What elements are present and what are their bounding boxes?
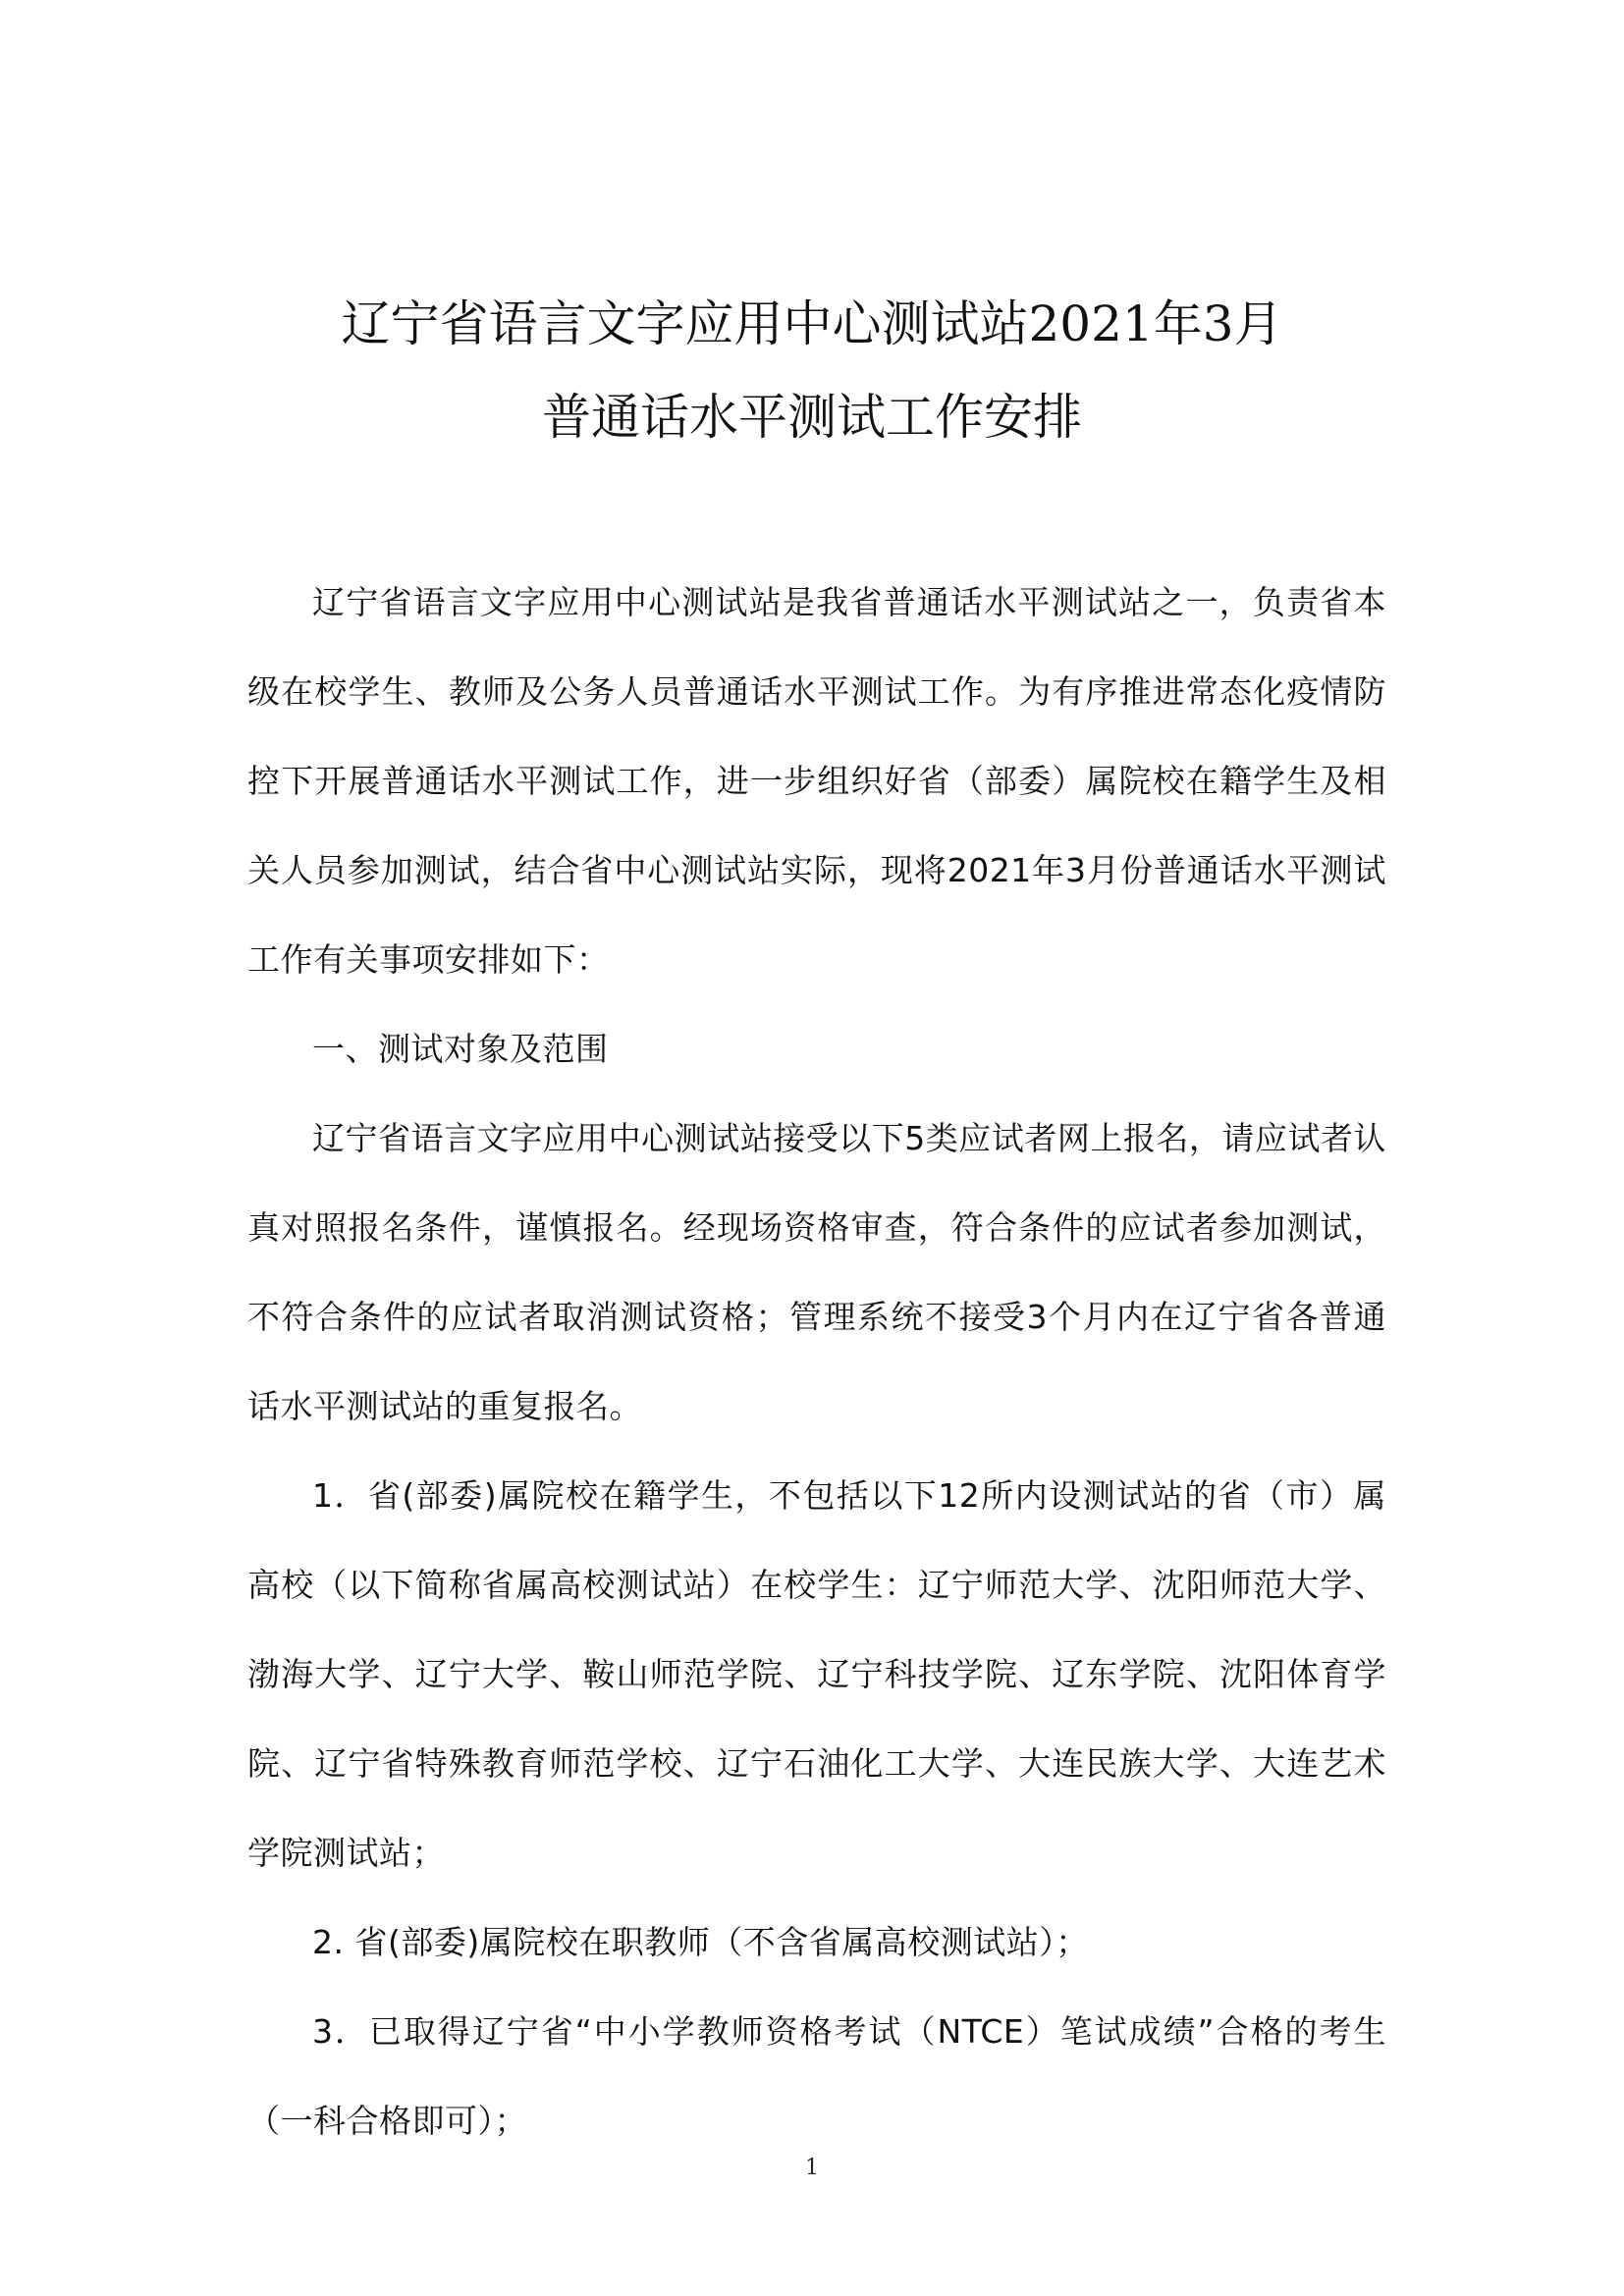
list-item-3: 3．已取得辽宁省“中小学教师资格考试（NTCE）笔试成绩”合格的考生（一科合格即可）； <box>247 2012 1386 2140</box>
paragraph-intro: 辽宁省语言文字应用中心测试站是我省普通话水平测试站之一，负责省本级在校学生、教师及公务人员普通话水平测试工作。为有序推进常态化疫情防控下开展普通话水平测试工作，进一步组织好省（部委）属院校在籍学生及相关人员参加测试，结合省中心测试站实际，现将2021年3月份普通话水平测试工作有关事项安排如下： <box>247 583 1386 979</box>
list-item-2: 2. 省(部委)属院校在职教师（不含省属高校测试站）； <box>312 1923 1089 1961</box>
document-body <box>247 558 1386 2165</box>
list-item-1: 1．省(部委)属院校在籍学生，不包括以下12所内设测试站的省（市）属高校（以下简称省属高校测试站）在校学生：辽宁师范大学、沈阳师范大学、渤海大学、辽宁大学、鞍山师范学院、辽宁科技学院、辽东学院、沈阳体育学院、辽宁省特殊教育师范学校、辽宁石油化工大学、大连民族大学、大连艺术学院测试站； <box>247 1476 1386 1872</box>
paragraph-registration: 辽宁省语言文字应用中心测试站接受以下5类应试者网上报名，请应试者认真对照报名条件，谨慎报名。经现场资格审查，符合条件的应试者参加测试，不符合条件的应试者取消测试资格；管理系统不接受3个月内在辽宁省各普通话水平测试站的重复报名。 <box>247 1119 1386 1425</box>
section-heading-1: 一、测试对象及范围 <box>312 1030 609 1068</box>
document-title-line-1: 辽宁省语言文字应用中心测试站2021年3月 <box>341 295 1283 352</box>
page-number: 1 <box>805 2156 819 2180</box>
document-title-line-2: 普通话水平测试工作安排 <box>542 389 1082 446</box>
